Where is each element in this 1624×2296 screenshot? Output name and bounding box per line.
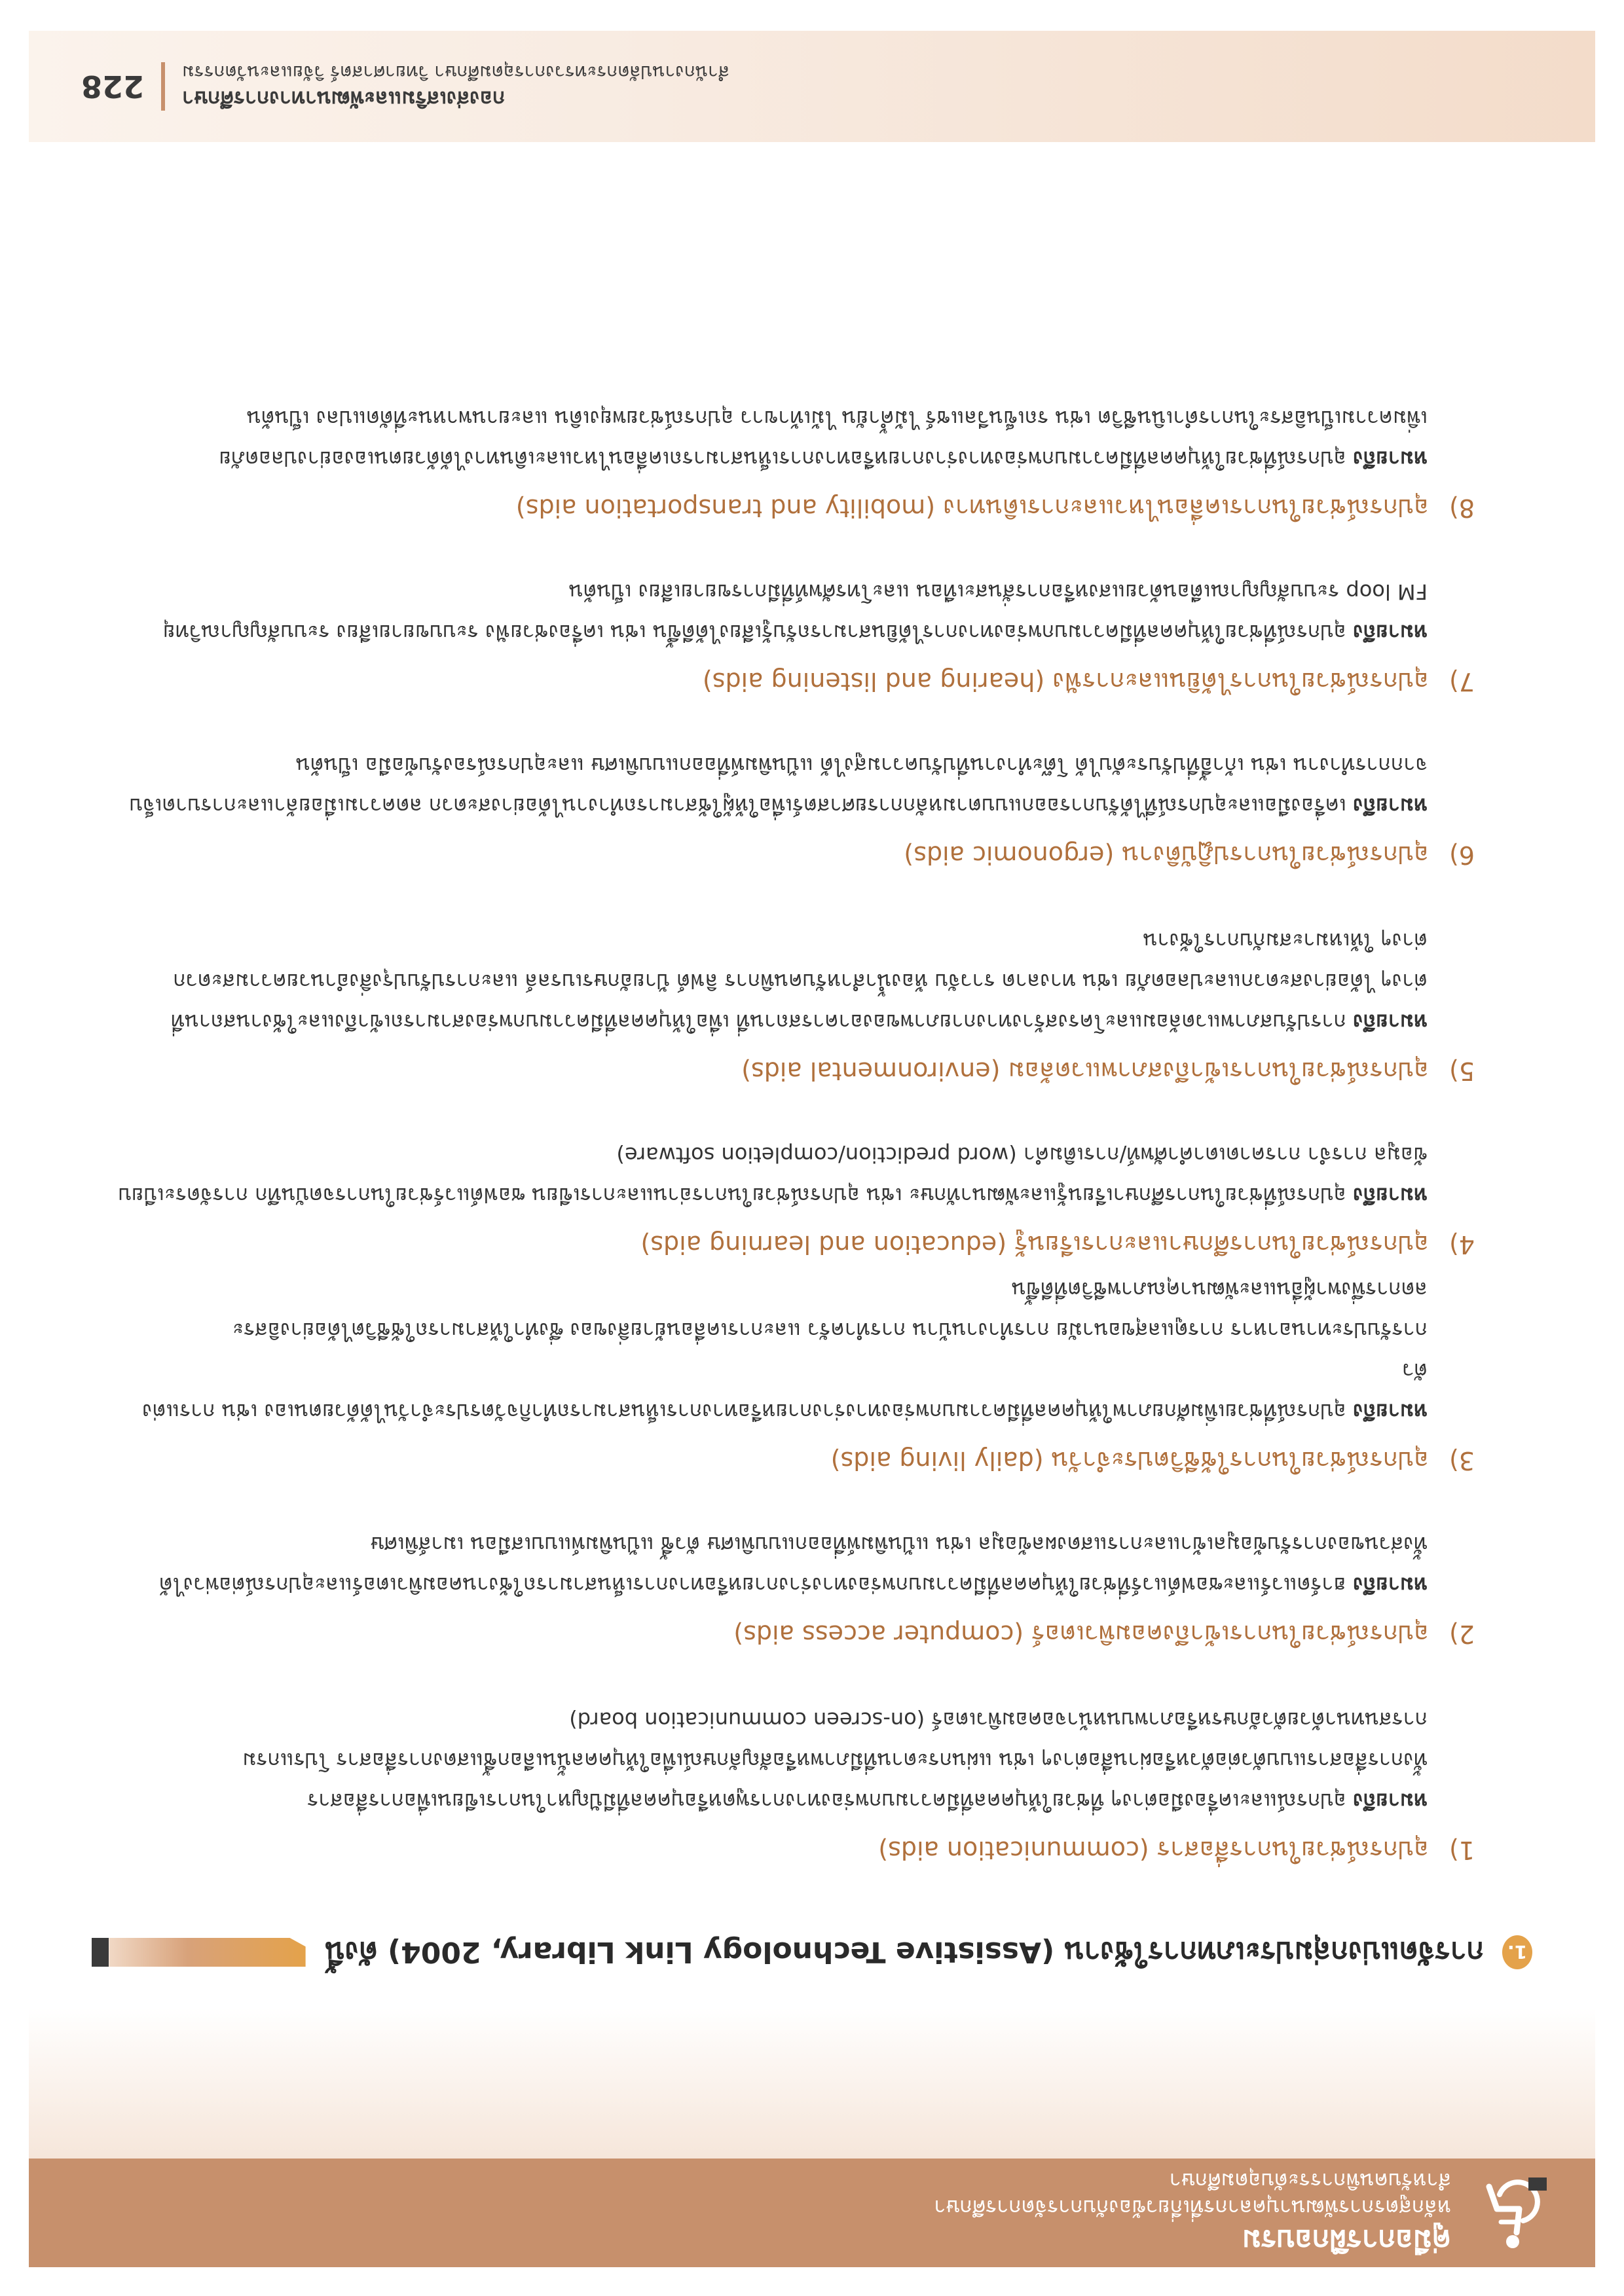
- para-line: เพิ่มความเป็นอิสระในการดำเนินชีวิต เช่น รถเข็นวีลแชร์ ไม้ค้ำยัน ไม้เท้าขาว อุปกรณ์ช่วยพยุงเดิน และยานพาหนะที่ดัดแปลง เป็นต้น: [246, 406, 1428, 431]
- section-number: 1.: [1502, 1935, 1532, 1969]
- footer-org: กองส่งเสริมและพัฒนาทางการศึกษา: [182, 86, 506, 111]
- item-title: [640, 1225, 1475, 1265]
- item-title: [703, 662, 1475, 702]
- item-title-text: อุปกรณ์ช่วยในการเข้าถึงคอมพิวเตอร์ (computer access aids): [733, 1620, 1429, 1649]
- item-paragraph: [118, 1700, 1428, 1821]
- para-line: หมายถึง อุปกรณ์ที่ช่วยในการศึกษาเรียนรู้และพัฒนาทักษะ เช่น อุปกรณ์ช่วยในการอ่านและการเขียน ซอฟต์แวร์ช่วยในการจดบันทึก การจัดระเบียบ: [118, 1183, 1428, 1208]
- section-title: การจัดแบ่งกลุ่มประเภทการใช้งาน (Assistive Technology Link Library, 2004) ดังนี้: [325, 1935, 1485, 1969]
- para-line: หมายถึง การปรับสภาพแวดล้อมและโครงสร้างทางกายภาพของอาคารสถานที่ เพื่อให้บุคคลที่มีความบกพร่องสามารถเข้าถึงและใช้งานสถานที่: [170, 1010, 1428, 1034]
- item-paragraph: [118, 1524, 1428, 1605]
- para-line: การสนทนาด้วยตัวอักษรหรือภาพบนหน้าจอคอมพิวเตอร์ (on-screen communication board): [569, 1707, 1428, 1732]
- para-line: ทั้งส่วนของการรับข้อมูลเข้าและการแสดงผลข้อมูล เช่น แป้นพิมพ์ที่ออกแบบพิเศษ ตัวชี้ แป้นพิมพ์แบบเสมือน เมาส์พิเศษ: [370, 1532, 1428, 1557]
- item-title: [733, 1614, 1475, 1654]
- item-title: [904, 835, 1475, 875]
- para-line: การรับประทานอาหาร การดูแลสุขอนามัย การทำงานบ้าน การทำครัว และการเคลื่อนย้ายสิ่งของ ซึ่งทำให้สามารถใช้ชีวิตได้อย่างอิสระ: [232, 1318, 1428, 1343]
- item-paragraph: [118, 1269, 1428, 1432]
- para-line: ต่างๆ ได้อย่างสะดวกและปลอดภัย เช่น ทางลาด ราวจับ ห้องน้ำสำหรับคนพิการ ลิฟต์ ป้ายอักษรเบรลล์ และการปรับปรุงสิ่งอำนวยความสะดวก: [173, 969, 1428, 994]
- item-number: 7): [1449, 667, 1475, 696]
- item-title-text: อุปกรณ์ช่วยในการศึกษาและการเรียนรู้ (education and learning aids): [640, 1230, 1429, 1259]
- item-title-text: อุปกรณ์ช่วยในการปฏิบัติงาน (ergonomic aids): [904, 841, 1429, 869]
- item-title-text: อุปกรณ์ช่วยในการใช้ชีวิตประจำวัน (daily living aids): [830, 1446, 1429, 1475]
- para-line: ต่างๆ ให้เหมาะสมกับการใช้งาน: [1143, 928, 1428, 953]
- item-title-text: อุปกรณ์ช่วยในการเคลื่อนไหวและการเดินทาง (mobility and transportation aids): [515, 494, 1429, 522]
- item-title: [516, 488, 1475, 528]
- para-line: ทั้งการสื่อสารแบบตัวต่อตัวหรือผ่านสื่อต่างๆ เช่น แผ่นกระดานที่มีภาพหรือสัญลักษณ์เพื่อให้บุคคลนั้นเลือกชี้แสดงการสื่อสาร โปรแกรม: [242, 1748, 1428, 1773]
- item-number: 8): [1449, 494, 1475, 522]
- item-number: 5): [1449, 1057, 1475, 1085]
- item-number: 3): [1449, 1446, 1475, 1475]
- para-line: หมายถึง อุปกรณ์ที่ช่วยให้บุคคลที่มีความบกพร่องทางการได้ยินสามารถรับรู้เสียงได้ดีขึ้น เช่น เครื่องช่วยฟัง ระบบขยายเสียง ระบบสัญญาณวิทยุ: [162, 620, 1428, 645]
- para-line: หมายถึง เครื่องมือและอุปกรณ์ที่ได้รับการออกแบบตามหลักการยศาสตร์เพื่อให้ผู้ใช้สามารถทำงานได้อย่างสะดวก ลดความเมื่อยล้าและการบาดเจ็บ: [129, 793, 1428, 818]
- footer-office: สำนักงานปลัดกระทรวงการอุดมศึกษา วิทยาศาสตร์ วิจัยและนวัตกรรม: [182, 62, 729, 83]
- para-line: หมายถึง อุปกรณ์ที่ช่วยเพิ่มศักยภาพให้บุคคลที่มีความบกพร่องทางร่างกายหรือทางการเห็นสามารถทำกิจวัตรประจำวันได้ด้วยตนเอง เช่น การแต่งตัว: [142, 1358, 1428, 1424]
- item-number: 4): [1449, 1230, 1475, 1259]
- item-title: [878, 1831, 1475, 1870]
- manual-subtitle: หลักสูตรการพัฒนาบุคลากรที่เกี่ยวข้องกับการจัดการศึกษา: [934, 2195, 1451, 2220]
- manual-subtitle-2: สำหรับคนพิการระดับอุดมศึกษา: [1169, 2168, 1451, 2193]
- para-line: ข้อมูล การจำ การคาดเดาคำศัพท์/การเติมคำ (word prediction/completion software): [616, 1142, 1428, 1167]
- page-number: 228: [81, 69, 145, 104]
- item-paragraph: [118, 1135, 1428, 1216]
- para-line: FM loop ระบบสัญญาณเตือนด้วยแสงหรือการสั่นสะเทือน และโทรศัพท์ที่มีการขยายเสียง เป็นต้น: [568, 579, 1428, 604]
- para-line: หมายถึง อุปกรณ์ที่ช่วยให้บุคคลที่มีความบกพร่องทางร่างกายหรือทางการเห็นสามารถเคลื่อนไหวและเดินทางได้ด้วยตนเองอย่างปลอดภัย: [219, 446, 1428, 471]
- footer-text: [182, 60, 729, 113]
- item-number: 6): [1449, 841, 1475, 869]
- para-line: หมายถึง อุปกรณ์และเครื่องมือต่างๆ ที่ช่วยให้บุคคลที่มีความบกพร่องทางการพูดหรือบุคคลที่มีปัญหาในการเขียนเพื่อการสื่อสาร: [307, 1789, 1428, 1813]
- item-paragraph: [118, 572, 1428, 653]
- item-title: [741, 1051, 1475, 1091]
- footer-band: [29, 31, 1595, 142]
- para-line: หมายถึง ฮาร์ดแวร์และซอฟต์แวร์ที่ช่วยให้บุคคลที่มีความบกพร่องทางร่างกายหรือทางการเห็นสามารถใช้งานคอมพิวเตอร์และอุปกรณ์ต่อพ่วงได้: [158, 1573, 1428, 1597]
- item-paragraph: [118, 745, 1428, 826]
- para-line: ลดการพึ่งพาผู้อื่นและพัฒนาคุณภาพชีวิตที่ดีขึ้น: [1011, 1277, 1428, 1302]
- item-title-text: อุปกรณ์ช่วยในการได้ยินและการฟัง (hearing and listening aids): [702, 667, 1429, 696]
- item-number: 2): [1449, 1620, 1475, 1649]
- item-title-text: อุปกรณ์ช่วยในการสื่อสาร (communication aids): [878, 1836, 1429, 1865]
- item-title-text: อุปกรณ์ช่วยในการเข้าถึงสภาพแวดล้อม (environmental aids): [741, 1057, 1429, 1085]
- item-number: 1): [1449, 1836, 1475, 1865]
- para-line: จากการทำงาน เช่น เก้าอี้ที่ปรับระดับได้ โต๊ะทำงานที่ปรับความสูงได้ แป้นพิมพ์ที่ออกแบบพิเศษ และอุปกรณ์รองรับข้อมือ เป็นต้น: [295, 753, 1428, 778]
- item-paragraph: [118, 920, 1428, 1042]
- item-title: [831, 1441, 1475, 1481]
- footer-separator: [161, 62, 165, 111]
- item-paragraph: [118, 398, 1428, 479]
- manual-title: คู่มือการฝึกอบรม: [1242, 2223, 1451, 2257]
